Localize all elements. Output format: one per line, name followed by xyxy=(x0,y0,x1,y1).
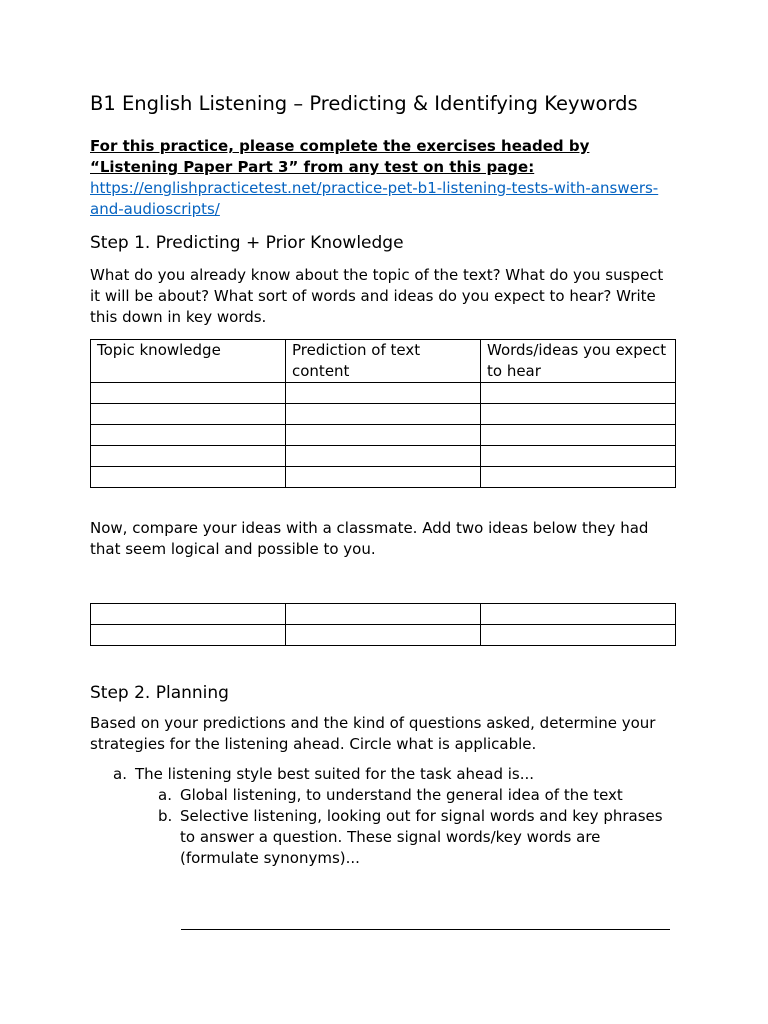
option-global-listening[interactable] xyxy=(158,785,676,806)
link-line-2[interactable]: and-audioscripts/ xyxy=(90,200,220,218)
step1-heading: Step 1. Predicting + Prior Knowledge xyxy=(90,233,404,253)
table-cell[interactable] xyxy=(481,446,676,467)
table-cell[interactable] xyxy=(286,404,481,425)
answer-line[interactable] xyxy=(181,929,670,930)
listening-style-options xyxy=(135,785,676,869)
instruction-line-1: For this practice, please complete the exercises headed by xyxy=(90,137,590,155)
option-text: Selective listening, looking out for signal words and key phrases to answer a question. These signal words/key words are (formulate synonyms)... xyxy=(180,807,663,867)
table-cell[interactable] xyxy=(91,383,286,404)
list-item xyxy=(113,764,676,869)
table-cell[interactable] xyxy=(91,604,286,625)
link-line-1[interactable]: https://englishpracticetest.net/practice-pet-b1-listening-tests-with-answers- xyxy=(90,179,659,197)
step2-heading: Step 2. Planning xyxy=(90,683,229,703)
table-row xyxy=(91,467,676,488)
table-cell[interactable] xyxy=(286,625,481,646)
table-cell[interactable] xyxy=(286,467,481,488)
table-row xyxy=(91,446,676,467)
page-title: B1 English Listening – Predicting & Identifying Keywords xyxy=(90,92,638,115)
table-cell[interactable] xyxy=(91,446,286,467)
table-row xyxy=(91,604,676,625)
document-page xyxy=(90,90,676,869)
list-marker: a. xyxy=(158,786,172,804)
table-cell[interactable] xyxy=(286,425,481,446)
header-prediction: Prediction of text content xyxy=(286,340,481,383)
practice-test-link[interactable] xyxy=(90,178,676,220)
list-marker: b. xyxy=(158,807,173,825)
option-selective-listening[interactable] xyxy=(158,806,676,869)
table-header-row xyxy=(91,340,676,383)
table-cell[interactable] xyxy=(481,467,676,488)
table-row xyxy=(91,404,676,425)
prediction-table xyxy=(90,339,676,488)
table-cell[interactable] xyxy=(481,425,676,446)
table-cell[interactable] xyxy=(286,383,481,404)
table-cell[interactable] xyxy=(481,604,676,625)
table-cell[interactable] xyxy=(91,425,286,446)
table-row xyxy=(91,625,676,646)
table-cell[interactable] xyxy=(286,446,481,467)
table-row xyxy=(91,383,676,404)
table-cell[interactable] xyxy=(481,625,676,646)
instruction-line-2: “Listening Paper Part 3” from any test on this page: xyxy=(90,158,535,176)
list-marker: a. xyxy=(113,765,127,783)
table-cell[interactable] xyxy=(286,604,481,625)
table-row xyxy=(91,425,676,446)
header-topic-knowledge: Topic knowledge xyxy=(91,340,286,383)
table-cell[interactable] xyxy=(91,467,286,488)
header-words-ideas: Words/ideas you expect to hear xyxy=(481,340,676,383)
classmate-ideas-table xyxy=(90,603,676,646)
option-text: Global listening, to understand the general idea of the text xyxy=(180,786,623,804)
table-cell[interactable] xyxy=(481,404,676,425)
table-cell[interactable] xyxy=(481,383,676,404)
list-item-text: The listening style best suited for the task ahead is... xyxy=(135,765,535,783)
strategy-list xyxy=(90,764,676,869)
table-cell[interactable] xyxy=(91,404,286,425)
compare-instructions: Now, compare your ideas with a classmate. Add two ideas below they had that seem logical and possible to you. xyxy=(90,519,649,558)
step2-prompt: Based on your predictions and the kind of questions asked, determine your strategies for the listening ahead. Circle what is applicable. xyxy=(90,714,656,753)
step1-prompt: What do you already know about the topic of the text? What do you suspect it will be about? What sort of words and ideas do you expect to hear? Write this down in key words. xyxy=(90,266,664,326)
table-cell[interactable] xyxy=(91,625,286,646)
